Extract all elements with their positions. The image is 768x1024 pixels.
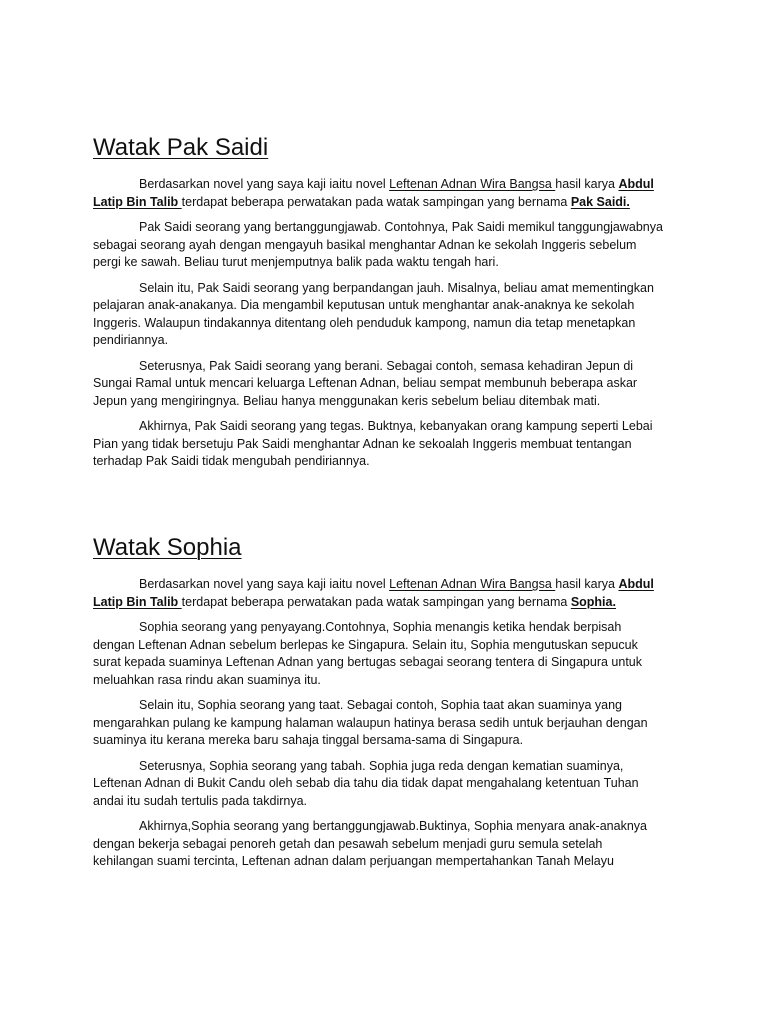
text-run: Leftenan Adnan di Bukit Candu oleh sebab dia tahu dia tidak dapat mengahalang ketentuan Tuhan (93, 776, 639, 790)
text-line (93, 637, 683, 655)
text-line (93, 219, 683, 237)
paragraph (93, 280, 683, 350)
text-line (93, 375, 683, 393)
text-line (93, 697, 683, 715)
text-run: kehilangan suami tercinta, Leftenan adnan dalam perjuangan mempertahankan Tanah Melayu (93, 854, 614, 868)
text-line (93, 280, 683, 298)
text-line (93, 332, 683, 350)
text-line (93, 315, 683, 333)
text-run: mengarahkan pulang ke kampung halaman walaupun hatinya berasa sedih untuk berjauhan dengan (93, 715, 648, 730)
paragraph (93, 358, 683, 411)
text-run: dengan Leftenan Adnan sebelum berlepas ke Singapura. Selain itu, Sophia mengutuskan sepucuk (93, 637, 638, 652)
text-line (93, 654, 683, 672)
text-line (93, 237, 683, 255)
text-line (93, 619, 683, 637)
text-run: Pak Saidi seorang yang bertanggungjawab. Contohnya, Pak Saidi memikul tanggungjawabnya (139, 220, 663, 234)
paragraph (93, 818, 683, 871)
paragraph (93, 576, 683, 611)
text-line (93, 576, 683, 594)
text-line (93, 793, 683, 811)
section-heading: Watak Pak Saidi (93, 134, 269, 161)
underlined-reference: Abdul (618, 577, 654, 591)
text-run: hasil karya (555, 177, 619, 191)
text-run: Pian yang tidak bersetuju Pak Saidi menghantar Adnan ke sekoalah Inggeris membuat tentangan (93, 436, 632, 451)
text-line (93, 436, 683, 454)
text-line (93, 453, 683, 471)
section-watak-pak-saidi (93, 134, 683, 479)
text-line (93, 194, 683, 212)
text-run: pelajaran anak-anakanya. Dia mengambil keputusan untuk menghantar anak-anaknya ke sekolah (93, 298, 635, 312)
text-line (93, 818, 683, 836)
text-run: terdapat beberapa perwatakan pada watak sampingan yang bernama (181, 194, 571, 209)
underlined-reference: Pak Saidi. (570, 194, 630, 209)
text-run: meluahkan rasa rindu akan suaminya itu. (93, 672, 321, 687)
text-run: Seterusnya, Pak Saidi seorang yang berani. Sebagai contoh, semasa kehadiran Jepun di (139, 358, 634, 373)
section-heading: Watak Sophia (93, 534, 242, 561)
text-run: Jepun yang mengiringnya. Beliau hanya menggunakan keris sebelum beliau ditembak mati. (93, 393, 601, 408)
text-run: Seterusnya, Sophia seorang yang tabah. Sophia juga reda dengan kematian suaminya, (139, 758, 624, 773)
paragraph (93, 418, 683, 471)
text-run: dengan bekerja sebagai penoreh getah dan pesawah sebelum menjadi guru semula setelah (93, 836, 603, 851)
text-run: suaminya itu kerana mereka baru sahaja tinggal bersama-sama di Singapura. (93, 733, 524, 747)
underlined-reference: Abdul (618, 177, 654, 191)
paragraph (93, 176, 683, 211)
text-run: Selain itu, Sophia seorang yang taat. Sebagai contoh, Sophia taat akan suaminya yang (139, 698, 622, 712)
text-run: Sophia seorang yang penyayang.Contohnya, Sophia menangis ketika hendak berpisah (139, 620, 622, 634)
text-run: hasil karya (555, 577, 619, 591)
text-line (93, 358, 683, 376)
text-line (93, 176, 683, 194)
text-run: Berdasarkan novel yang saya kaji iaitu novel (139, 577, 390, 591)
text-line (93, 418, 683, 436)
text-run: Akhirnya,Sophia seorang yang bertanggungjawab.Buktinya, Sophia menyara anak-anaknya (139, 819, 647, 833)
text-run: surat kepada suaminya Leftenan Adnan yang bertugas sebagai seorang tentera di Singapura untuk (93, 655, 643, 669)
text-line (93, 715, 683, 733)
text-line (93, 853, 683, 871)
paragraph (93, 697, 683, 750)
text-run: Sungai Ramal untuk mencari keluarga Leftenan Adnan, beliau sempat membunuh beberapa askar (93, 376, 638, 390)
text-run: Inggeris. Walaupun tindakannya ditentang oleh penduduk kampong, namun dia tetap menetapkan (93, 315, 636, 330)
text-line (93, 594, 683, 612)
text-line (93, 672, 683, 690)
paragraph (93, 219, 683, 272)
paragraph (93, 758, 683, 811)
underlined-reference: Latip Bin Talib (93, 194, 182, 209)
text-run: pergi ke sawah. Beliau turut menjemputnya balik pada waktu tengah hari. (93, 255, 499, 269)
text-run: terdapat beberapa perwatakan pada watak sampingan yang bernama (181, 594, 571, 609)
section-body (93, 176, 683, 471)
text-line (93, 297, 683, 315)
text-line (93, 836, 683, 854)
text-run: andai itu sudah tertulis pada takdirnya. (93, 793, 308, 808)
underlined-reference: Sophia. (570, 594, 616, 609)
section-watak-sophia (93, 534, 683, 879)
underlined-reference: Leftenan Adnan Wira Bangsa (389, 577, 556, 591)
text-line (93, 732, 683, 750)
underlined-reference: Latip Bin Talib (93, 594, 182, 609)
text-run: sebagai seorang ayah dengan mengayuh basikal menghantar Adnan ke sekolah Inggeris sebelum (93, 237, 637, 252)
underlined-reference: Leftenan Adnan Wira Bangsa (389, 177, 556, 191)
text-run: Akhirnya, Pak Saidi seorang yang tegas. Buktnya, kebanyakan orang kampung seperti Lebai (139, 419, 653, 433)
text-run: terhadap Pak Saidi tidak mengubah pendiriannya. (93, 454, 370, 468)
text-line (93, 758, 683, 776)
text-line (93, 254, 683, 272)
text-run: Berdasarkan novel yang saya kaji iaitu novel (139, 177, 390, 191)
text-run: Selain itu, Pak Saidi seorang yang berpandangan jauh. Misalnya, beliau amat mementingkan (139, 280, 654, 295)
paragraph (93, 619, 683, 689)
section-body (93, 576, 683, 871)
text-line (93, 775, 683, 793)
text-run: pendiriannya. (93, 333, 169, 347)
text-line (93, 393, 683, 411)
